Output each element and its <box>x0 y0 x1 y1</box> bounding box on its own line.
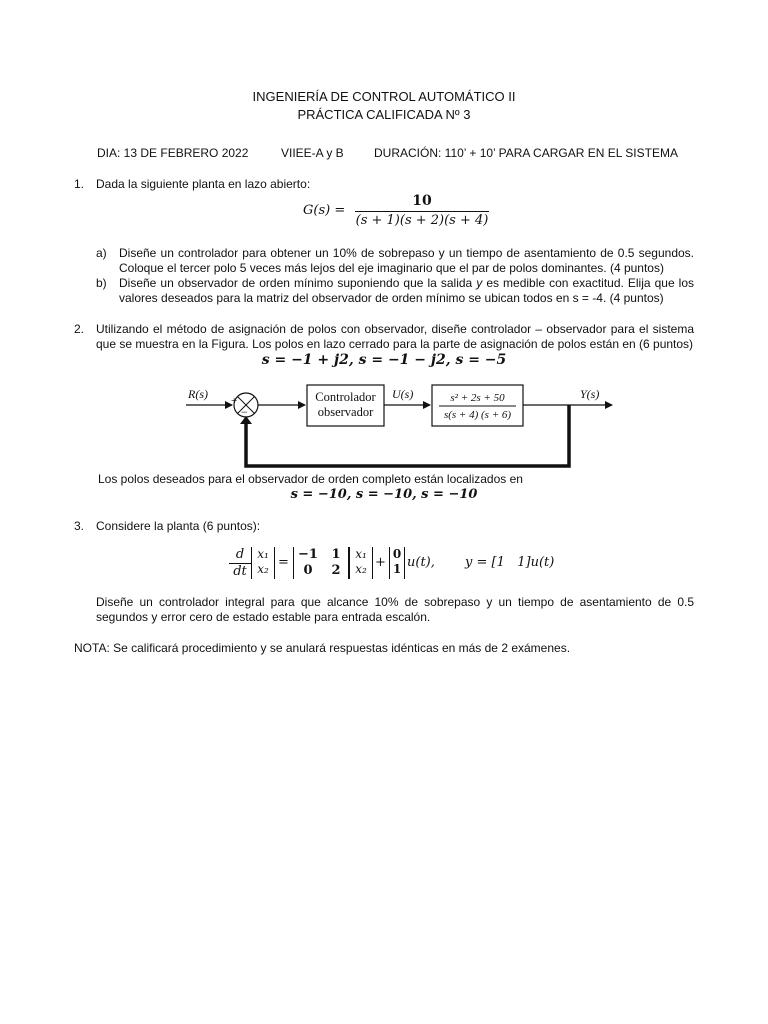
observer-poles: s = −10, s = −10, s = −10 <box>290 487 478 502</box>
diagram-output-label: Y(s) <box>580 387 600 401</box>
matrix-b <box>389 547 405 579</box>
matrix-a-22: 2 <box>331 563 341 578</box>
plant-numerator: s² + 2s + 50 <box>450 392 505 404</box>
fraction-bar <box>355 211 489 212</box>
exam-note: NOTA: Se calificará procedimiento y se anulará respuestas idénticas en más de 2 exámenes. <box>74 641 571 655</box>
output-equation: y = [1 1]u(t) <box>465 555 555 570</box>
diagram-minus-sign: − <box>241 405 248 419</box>
q1-transfer-lhs: G(s) = <box>303 203 346 218</box>
plus-sign: + <box>375 555 386 570</box>
q2-text: Utilizando el método de asignación de polos con observador, diseñe controlador – observador para el sistema que se muestra en la Figura. Los polos en lazo cerrado para la parte de asignación de polos están en (6 puntos) <box>96 322 694 351</box>
matrix-b-1: 0 <box>392 547 402 561</box>
equals-sign: = <box>278 555 289 570</box>
controller-block-label <box>307 390 384 420</box>
state-vector-rhs <box>349 547 373 579</box>
q1-transfer-fraction <box>355 193 489 228</box>
q1-text: Dada la siguiente planta en lazo abierto: <box>96 177 311 191</box>
matrix-a-21: 0 <box>303 563 313 578</box>
matrix-a-12: 1 <box>331 547 341 562</box>
q1b-text <box>119 276 694 306</box>
state-x2-rhs: x₂ <box>355 562 367 576</box>
state-x1-rhs: x₁ <box>355 547 367 561</box>
exam-group: VIIEE-A y B <box>281 146 344 160</box>
diagram-u-label: U(s) <box>392 387 414 401</box>
input-u: u(t), <box>407 555 435 570</box>
controller-label-line2: observador <box>317 405 374 419</box>
q1b-output-symbol: y <box>476 276 483 290</box>
observer-text: Los polos deseados para el observador de orden completo están localizados en <box>98 472 523 486</box>
course-title: INGENIERÍA DE CONTROL AUTOMÁTICO II <box>252 89 516 104</box>
q3-text2: Diseñe un controlador integral para que alcance 10% de sobrepaso y un tiempo de asentamiento de 0.5 segundos y error cero de estado estable para entrada escalón. <box>96 595 694 624</box>
state-x1: x₁ <box>257 547 269 561</box>
q3-number: 3. <box>74 519 85 533</box>
exam-duration: DURACIÓN: 110’ + 10’ PARA CARGAR EN EL SISTEMA <box>374 146 678 160</box>
state-vector <box>251 547 275 579</box>
matrix-b-2: 1 <box>392 562 402 576</box>
q1b-text-part2: es medible con exactitud. Elija que los valores deseados para la matriz del observador de orden mínimo se ubican todos en s = -4. (4 puntos) <box>119 276 694 305</box>
q1a-label: a) <box>96 246 107 260</box>
matrix-a <box>293 547 349 579</box>
derivative-dt: dt <box>233 564 247 579</box>
q2-number: 2. <box>74 322 85 336</box>
exam-date: DIA: 13 DE FEBRERO 2022 <box>97 146 249 160</box>
q3-text: Considere la planta (6 puntos): <box>96 519 261 533</box>
derivative-d: d <box>235 547 245 562</box>
q1-numerator: 10 <box>412 193 432 209</box>
q1b-text-part1: Diseñe un observador de orden mínimo suponiendo que la salida <box>119 276 473 290</box>
q1-denominator: (s + 1)(s + 2)(s + 4) <box>355 213 489 228</box>
exam-title: PRÁCTICA CALIFICADA Nº 3 <box>297 107 471 122</box>
state-x2: x₂ <box>257 562 269 576</box>
diagram-plus-sign: + <box>231 395 238 407</box>
derivative-operator <box>229 547 251 579</box>
controller-label-line1: Controlador <box>315 390 376 404</box>
plant-denominator: s(s + 4) (s + 6) <box>443 409 512 421</box>
q1-number: 1. <box>74 177 85 191</box>
q2-poles: s = −1 + j2, s = −1 − j2, s = −5 <box>261 352 507 368</box>
q1a-text: Diseñe un controlador para obtener un 10% de sobrepaso y un tiempo de asentamiento de 0.5 segundos. Coloque el tercer polo 5 veces más lejos del eje imaginario que el par de polos dominantes. (4 puntos) <box>119 246 694 275</box>
matrix-a-11: −1 <box>298 547 318 562</box>
diagram-input-label: R(s) <box>188 387 208 401</box>
q1b-label: b) <box>96 276 107 290</box>
